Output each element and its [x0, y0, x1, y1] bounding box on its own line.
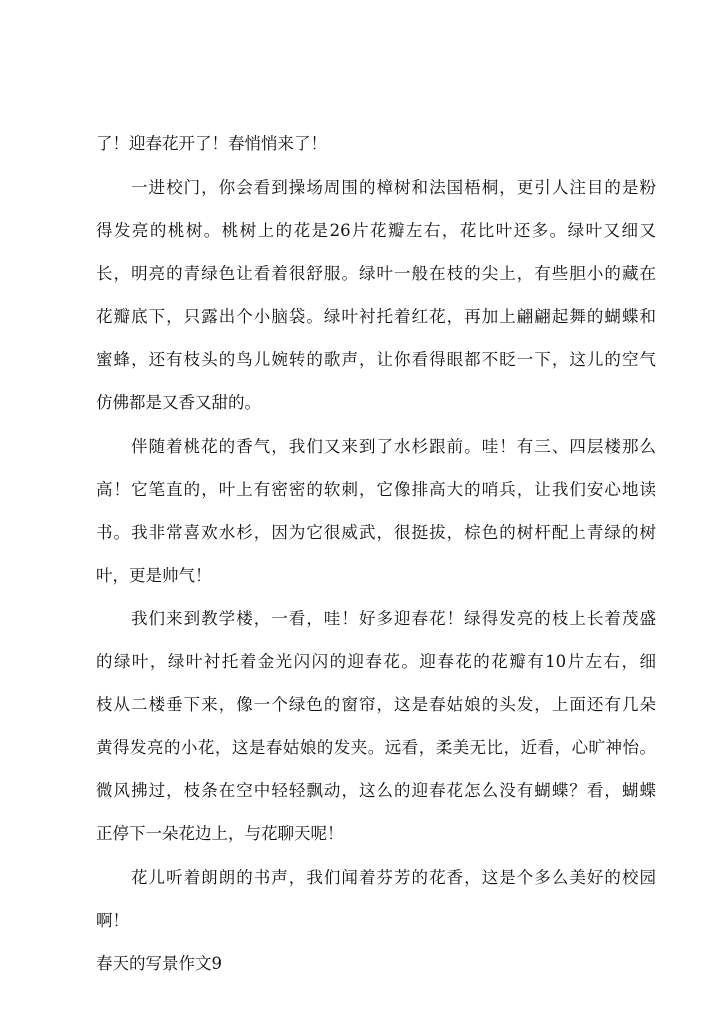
text-line: 仿佛都是又香又甜的。 [96, 393, 261, 412]
text-line: 我们来到教学楼，一看，哇！好多迎春花！绿得发亮的枝上长着茂盛 [131, 609, 656, 628]
text-line: 微风拂过，枝条在空中轻轻飘动，这么的迎春花怎么没有蝴蝶？看，蝴蝶 [96, 781, 656, 800]
text-line: 枝从二楼垂下来，像一个绿色的窗帘，这是春姑娘的头发，上面还有几朵 [96, 695, 656, 714]
text-line: 长，明亮的青绿色让看着很舒服。绿叶一般在枝的尖上，有些胆小的藏在 [96, 264, 656, 283]
text-line: 了！迎春花开了！春悄悄来了！ [96, 134, 327, 153]
text-line: 黄得发亮的小花，这是春姑娘的发夹。远看，柔美无比，近看，心旷神怡。 [96, 738, 656, 757]
text-line: 花儿听着朗朗的书声，我们闻着芬芳的花香，这是个多么美好的校园 [131, 868, 656, 887]
section-heading: 春天的写景作文9 [96, 954, 222, 973]
text-line: 的绿叶，绿叶衬托着金光闪闪的迎春花。迎春花的花瓣有10片左右，细 [96, 652, 656, 671]
text-line: 蜜蜂，还有枝头的鸟儿婉转的歌声，让你看得眼都不眨一下，这儿的空气 [96, 350, 656, 369]
text-line: 叶，更是帅气！ [96, 566, 212, 585]
text-line: 书。我非常喜欢水杉，因为它很威武，很挺拔，棕色的树杆配上青绿的树 [96, 523, 656, 542]
text-line: 啊！ [96, 911, 129, 930]
text-line: 正停下一朵花边上，与花聊天呢！ [96, 824, 344, 843]
text-line: 得发亮的桃树。桃树上的花是26片花瓣左右，花比叶还多。绿叶又细又 [96, 221, 656, 240]
text-line: 伴随着桃花的香气，我们又来到了水杉跟前。哇！有三、四层楼那么 [131, 437, 656, 456]
text-line: 花瓣底下，只露出个小脑袋。绿叶衬托着红花，再加上翩翩起舞的蝴蝶和 [96, 307, 656, 326]
text-line: 一进校门，你会看到操场周围的樟树和法国梧桐，更引人注目的是粉 [131, 178, 656, 197]
text-line: 高！它笔直的，叶上有密密的软刺，它像排高大的哨兵，让我们安心地读 [96, 480, 656, 499]
